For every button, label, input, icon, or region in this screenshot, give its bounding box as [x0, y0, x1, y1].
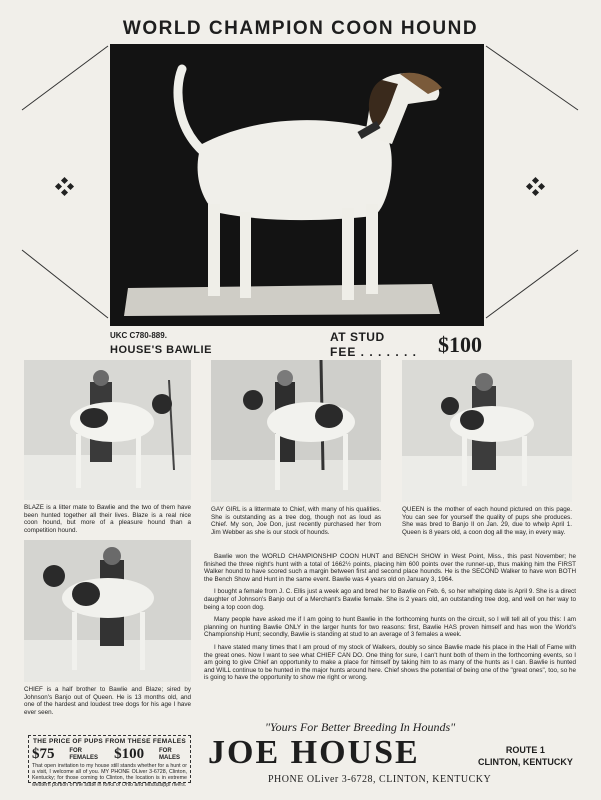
stud-label: AT STUD: [330, 330, 385, 344]
chief-photo: [24, 540, 191, 682]
registration-number: UKC C780-889.: [110, 331, 167, 340]
queen-photo: [402, 360, 572, 502]
male-pup-price: $100: [114, 746, 145, 762]
phone-line: PHONE OLiver 3-6728, CLINTON, KENTUCKY: [268, 774, 492, 785]
kennel-logo: JOE HOUSE: [208, 734, 420, 771]
female-price-label: FOR FEMALES: [69, 748, 98, 761]
queen-caption: QUEEN is the mother of each hound pictured on this page. You can see for yourself the quality of pups she produces. She was bred to Banjo II on Jan. 29, due to whelp April 1. Queen is 8 years old, a coon dog all the way, in every way.: [402, 506, 572, 536]
chief-caption: CHIEF is a half brother to Bawlie and Blaze; sired by Johnson's Banjo out of Queen. He is 13 months old, and one of the hardest and loudest tree dogs for his age I have ever seen.: [24, 686, 191, 716]
article-paragraph: Bawlie won the WORLD CHAMPIONSHIP COON HUNT and BENCH SHOW in West Point, Miss., this past November; he finished the three night's hunt with a total of 1662½ points, placing him 600 points over the runner-up, thus making him the FIRST Walker hound to have scored such a margin between first and second place hounds. He is the SECOND Walker to have won BOTH the Bench Show and Hunt in the same event. Bawlie was 4 years old on January 3, 1964.: [204, 553, 576, 583]
article-paragraph: I have stated many times that I am proud of my stock of Walkers, doubly so since Bawlie made his place in the Hall of Fame with the great ones. Now I want to see what CHIEF CAN DO. One thing for sure, I can't hunt both of them in the forthcoming events, so I am going to give Chief an opportunity to make a place for himself by taking him to as many of the hunts as I can. Bawlie is hunted and WILL continue to be hunted in the major hunts around here. Chief shows the potential of being one of the "great ones", too, so he is going to have the opportunity to show me right or wrong.: [204, 643, 576, 682]
fee-label: FEE . . . . . . .: [330, 345, 418, 359]
price-box-heading: THE PRICE OF PUPS FROM THESE FEMALES: [32, 738, 187, 745]
gay-girl-caption: GAY GIRL is a littermate to Chief, with many of his qualities. She is outstanding as a tree dog, though not as loud as Chief. My son, Joe Don, just recently purchased her from Jim Webber as she is our stock of hounds.: [211, 506, 381, 536]
address-block: [478, 744, 573, 768]
article-paragraph: I bought a female from J. C. Ellis just a week ago and bred her to Bawlie on Feb. 6, so her whelping date is April 9. She is a direct daughter of Johnson's Banjo out of a Merchant's Bawlie female. She is 2 years old, an outstanding tree dog, and well on her way to being a top coon dog.: [204, 588, 576, 611]
gay-girl-photo: [211, 360, 381, 502]
male-price-label: FOR MALES: [158, 748, 180, 761]
slogan: "Yours For Better Breeding In Hounds": [265, 720, 456, 734]
hound-name: HOUSE'S BAWLIE: [110, 344, 212, 356]
blaze-caption: BLAZE is a litter mate to Bawlie and the two of them have been hunted together all their lives. Blaze is a real nice coon hound, but more of a pleasure hound than a competition hound.: [24, 504, 191, 534]
route-line: ROUTE 1: [505, 745, 545, 755]
article-body: [204, 553, 576, 687]
blaze-photo: [24, 360, 191, 500]
price-box-text: That open invitation to my house still stands whether for a hunt or a visit, I welcome all of you. MY PHONE OLiver 3-6728, Clinton, Kentucky; for those coming to Clinton, the location is in extreme western portion of the state in forks of Ohio and Mississippi rivers.: [32, 763, 187, 788]
page-title: WORLD CHAMPION COON HOUND: [122, 18, 479, 39]
pup-price-box: [28, 735, 191, 788]
female-pup-price: $75: [32, 746, 55, 762]
article-paragraph: Many people have asked me if I am going to hunt Bawlie in the forthcoming hunts on the circuit, so I will tell all of you this: I am planning on hunting Bawlie ONLY in the larger hunts for two reasons: first, Bawlie HAS proven himself and has won the World's Championship Hunt; secondly, Bawlie is standing at stud to an average of 3 females a week.: [204, 616, 576, 639]
stud-fee-price: $100: [438, 332, 482, 357]
main-hound-photo: [110, 44, 484, 326]
city-line: CLINTON, KENTUCKY: [478, 757, 573, 767]
